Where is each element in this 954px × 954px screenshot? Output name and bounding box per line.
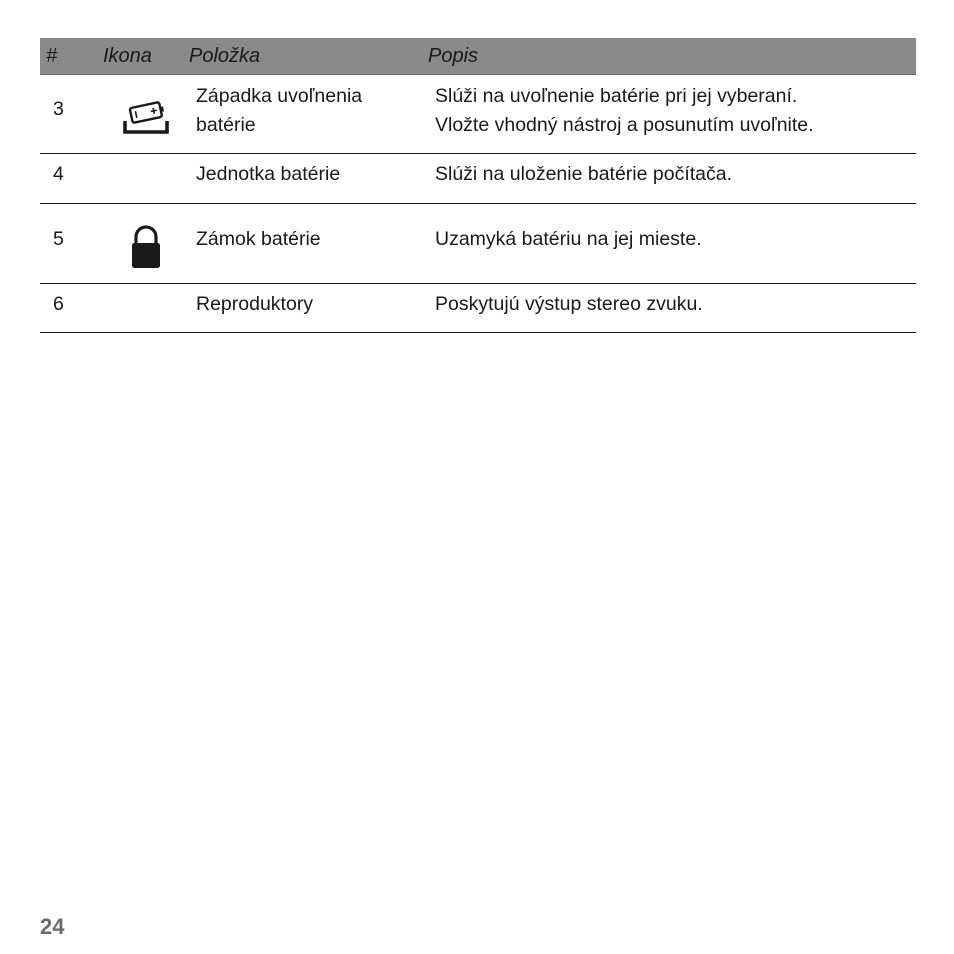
description-text-line: Slúži na uloženie batérie počítača. (435, 163, 733, 185)
row-item (189, 75, 428, 154)
row-number: 4 (40, 154, 103, 204)
table-row (40, 284, 916, 333)
header-number: # (40, 38, 103, 75)
row-number: 6 (40, 284, 103, 333)
header-icon: Ikona (103, 38, 189, 75)
description-text-line: Uzamyká batériu na jej mieste. (435, 228, 702, 250)
item-text-line: batérie (196, 114, 256, 136)
row-description (428, 154, 916, 204)
description-text-line: Vložte vhodný nástroj a posunutím uvoľnite. (435, 114, 814, 136)
row-icon-cell (103, 75, 189, 154)
row-description (428, 204, 916, 284)
description-text-line: Poskytujú výstup stereo zvuku. (435, 293, 703, 315)
header-description: Popis (428, 38, 916, 75)
table-row (40, 75, 916, 154)
row-item (189, 284, 428, 333)
row-item (189, 204, 428, 284)
item-text-line: Jednotka batérie (196, 163, 341, 185)
description-text-line: Slúži na uvoľnenie batérie pri jej vyberaní. (435, 85, 798, 107)
battery-release-latch-icon (122, 101, 170, 135)
row-item (189, 154, 428, 204)
row-icon-cell (103, 284, 189, 333)
padlock-icon (130, 225, 162, 269)
table-header-row (40, 38, 916, 75)
header-item: Položka (189, 38, 428, 75)
item-text-line: Reproduktory (196, 293, 314, 315)
row-number: 3 (40, 75, 103, 154)
table-row (40, 154, 916, 204)
row-icon-cell (103, 204, 189, 284)
components-table (40, 38, 916, 333)
row-description (428, 75, 916, 154)
item-text-line: Zámok batérie (196, 228, 321, 250)
row-description (428, 284, 916, 333)
row-number: 5 (40, 204, 103, 284)
table-row (40, 204, 916, 284)
page-number: 24 (40, 914, 65, 939)
item-text-line: Západka uvoľnenia (196, 85, 363, 107)
row-icon-cell (103, 154, 189, 204)
